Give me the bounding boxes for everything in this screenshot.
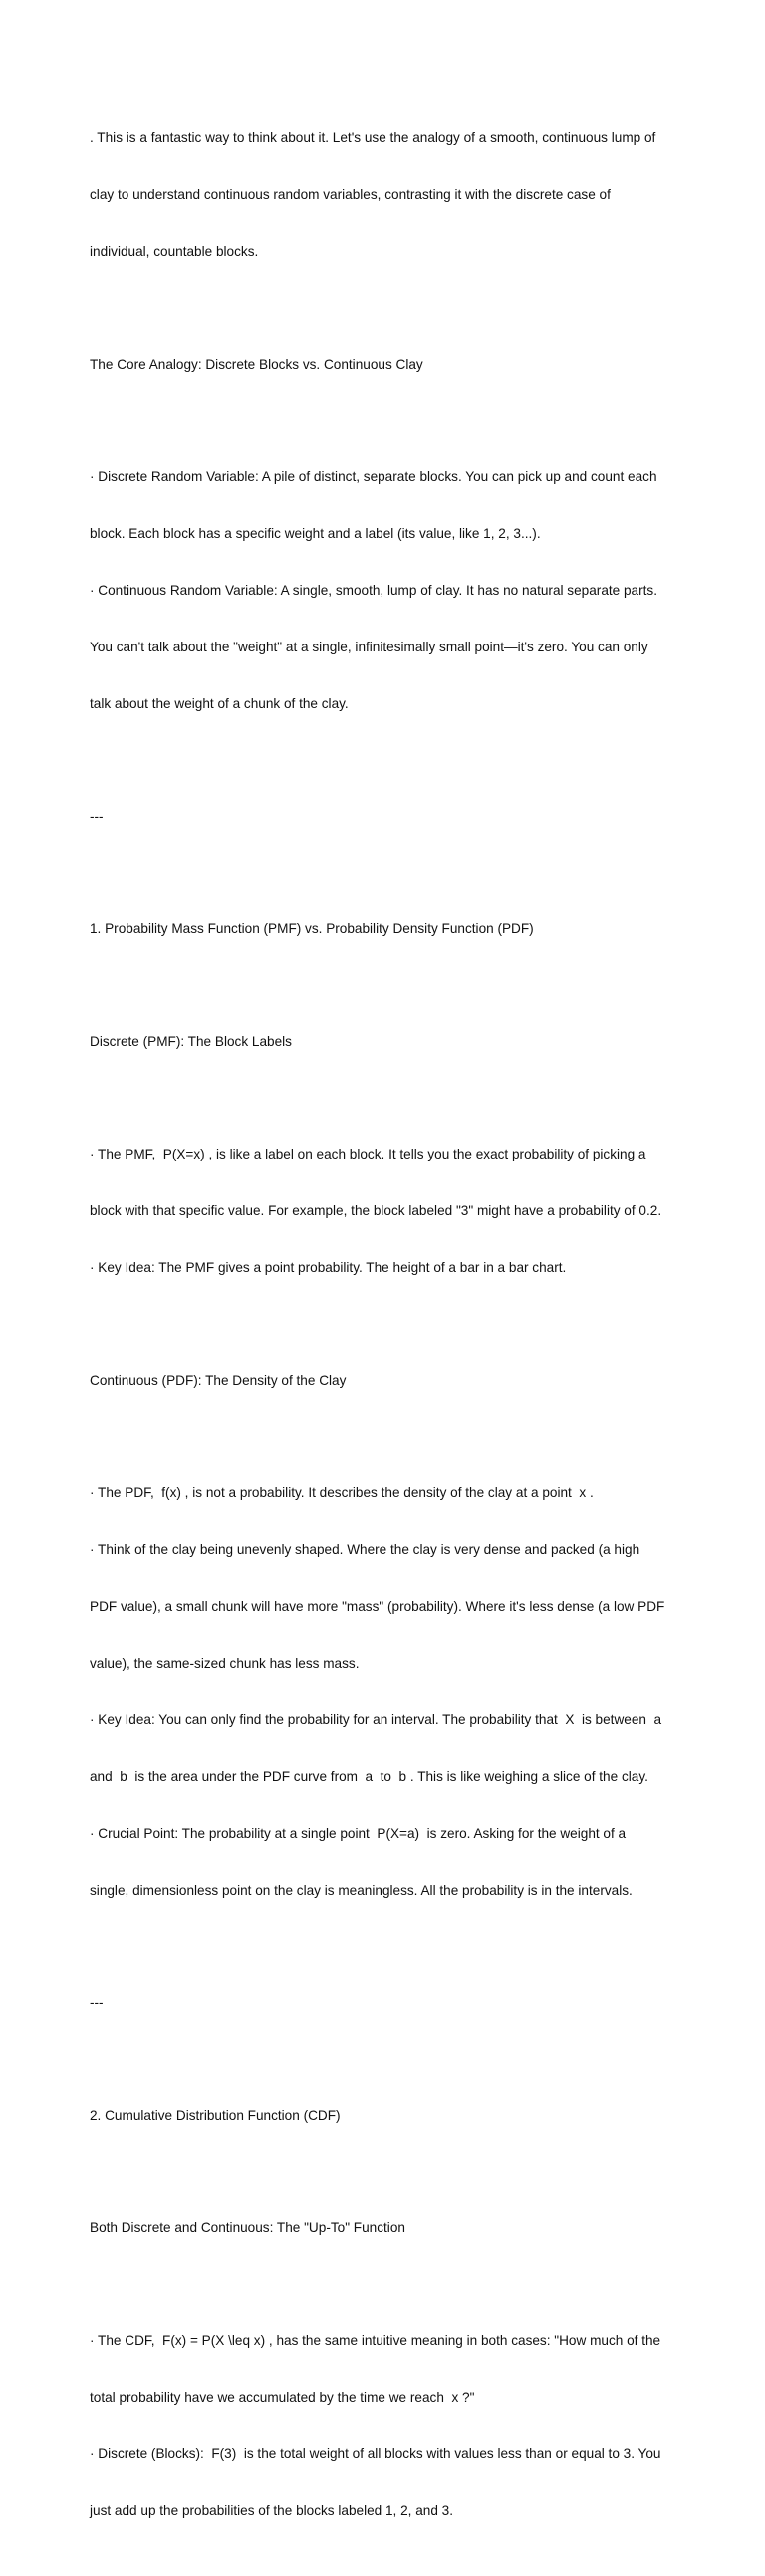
- text-line: · Crucial Point: The probability at a single point P(X=a) is zero. Asking for the weight of a: [90, 1826, 627, 1841]
- section-heading-pmf-pdf: [90, 882, 687, 976]
- text-line: value), the same-sized chunk has less mass.: [90, 1656, 360, 1671]
- text-line: · Think of the clay being unevenly shaped. Where the clay is very dense and packed (a high: [90, 1542, 640, 1557]
- subheading-discrete-pmf: [90, 994, 687, 1089]
- text-line: · Discrete Random Variable: A pile of distinct, separate blocks. You can pick up and count each: [90, 469, 657, 484]
- heading-text: 1. Probability Mass Function (PMF) vs. Probability Density Function (PDF): [90, 921, 534, 936]
- separator-text: ---: [90, 809, 104, 824]
- text-line: · The CDF, F(x) = P(X \leq x) , has the same intuitive meaning in both cases: "How much of the: [90, 2333, 661, 2348]
- text-line: talk about the weight of a chunk of the clay.: [90, 696, 349, 711]
- text-line: PDF value), a small chunk will have more "mass" (probability). Where it's less dense (a low PDF: [90, 1599, 665, 1614]
- text-line: block with that specific value. For example, the block labeled "3" might have a probability of 0.2.: [90, 1203, 662, 1218]
- analogy-list: [90, 429, 687, 751]
- text-line: . This is a fantastic way to think about it. Let's use the analogy of a smooth, continuous lump of: [90, 130, 656, 145]
- cdf-list: [90, 2293, 687, 2558]
- text-line: · Discrete (Blocks): F(3) is the total weight of all blocks with values less than or equal to 3. You: [90, 2447, 661, 2461]
- intro-paragraph: [90, 91, 687, 299]
- text-line: just add up the probabilities of the blocks labeled 1, 2, and 3.: [90, 2503, 454, 2518]
- document-body: [90, 91, 687, 2576]
- text-line: clay to understand continuous random variables, contrasting it with the discrete case of: [90, 187, 611, 202]
- text-line: · Continuous Random Variable: A single, smooth, lump of clay. It has no natural separate parts.: [90, 583, 657, 598]
- text-line: · The PDF, f(x) , is not a probability. It describes the density of the clay at a point x .: [90, 1485, 594, 1500]
- text-line: block. Each block has a specific weight and a label (its value, like 1, 2, 3...).: [90, 526, 541, 541]
- separator-text: ---: [90, 1995, 104, 2010]
- heading-text: Discrete (PMF): The Block Labels: [90, 1034, 292, 1049]
- pdf-list: [90, 1445, 687, 1937]
- section-heading-cdf: [90, 2068, 687, 2163]
- heading-text: The Core Analogy: Discrete Blocks vs. Continuous Clay: [90, 357, 423, 372]
- text-line: · The PMF, P(X=x) , is like a label on each block. It tells you the exact probability of picking a: [90, 1147, 646, 1161]
- subheading-continuous-pdf: [90, 1333, 687, 1427]
- pmf-list: [90, 1107, 687, 1315]
- heading-text: Continuous (PDF): The Density of the Clay: [90, 1373, 347, 1388]
- text-line: · Key Idea: The PMF gives a point probability. The height of a bar in a bar chart.: [90, 1260, 567, 1275]
- section-heading-core-analogy: [90, 317, 687, 411]
- heading-text: Both Discrete and Continuous: The "Up-To" Function: [90, 2220, 405, 2235]
- subheading-up-to-function: [90, 2181, 687, 2275]
- heading-text: 2. Cumulative Distribution Function (CDF): [90, 2108, 341, 2123]
- text-line: total probability have we accumulated by the time we reach x ?": [90, 2390, 475, 2405]
- text-line: single, dimensionless point on the clay is meaningless. All the probability is in the intervals.: [90, 1883, 633, 1898]
- text-line: and b is the area under the PDF curve from a to b . This is like weighing a slice of the clay.: [90, 1769, 648, 1784]
- text-line: · Key Idea: You can only find the probability for an interval. The probability that X is between a: [90, 1712, 662, 1727]
- separator: [90, 769, 687, 864]
- text-line: individual, countable blocks.: [90, 244, 259, 259]
- text-line: You can't talk about the "weight" at a single, infinitesimally small point—it's zero. You can only: [90, 640, 648, 654]
- separator: [90, 1955, 687, 2050]
